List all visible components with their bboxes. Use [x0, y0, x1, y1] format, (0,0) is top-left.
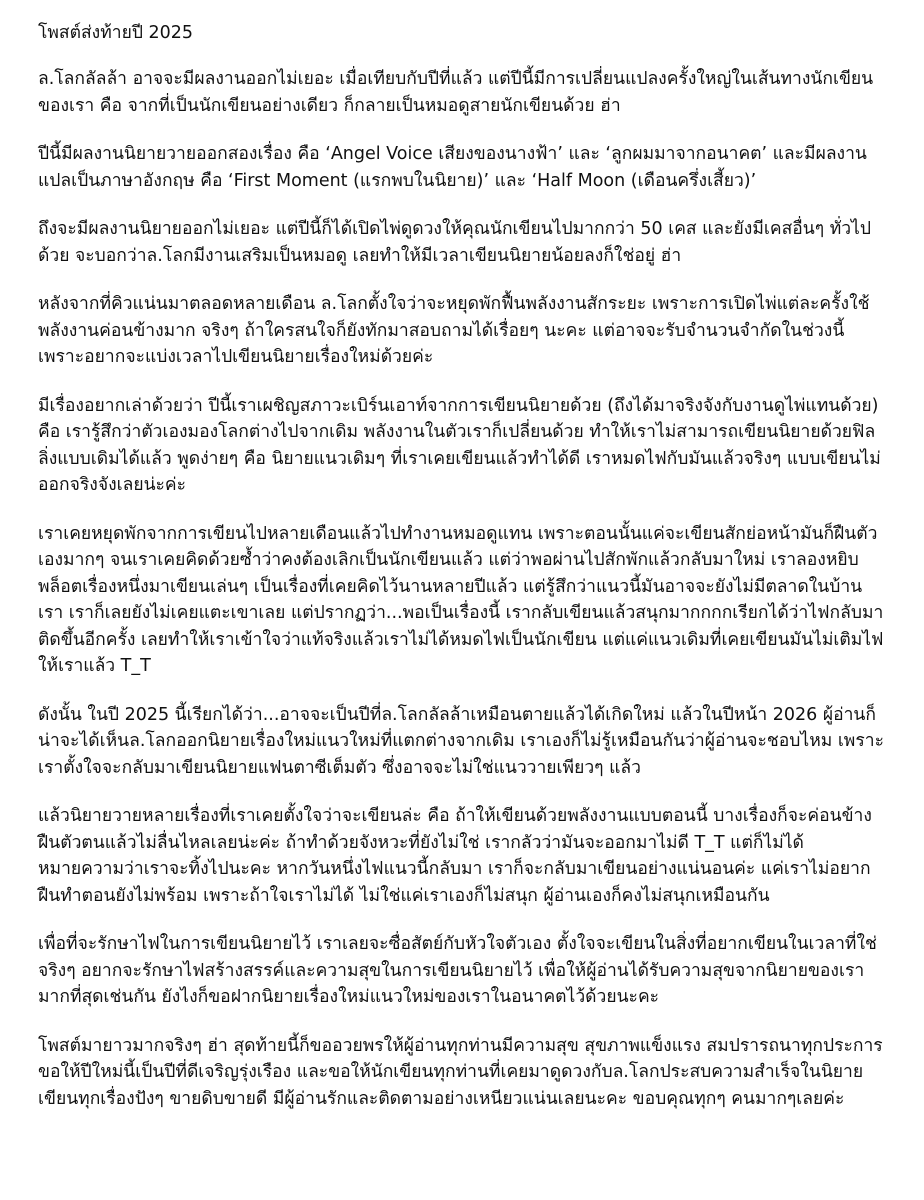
paragraph-6: เราเคยหยุดพักจากการเขียนไปหลายเดือนแล้วไปทำงานหมอดูแทน เพราะตอนนั้นแค่จะเขียนสักย่อหน้ามันก็ฝืนตัวเองมากๆ จนเราเคยคิดด้วยซ้ำว่าคงต้องเลิกเป็นนักเขียนแล้ว แต่ว่าพอผ่านไปสักพักแล้วกลับมาใหม่ เราลองหยิบพล็อตเรื่องหนึ่งมาเขียนเล่นๆ เป็นเรื่องที่เคยคิดไว้นานหลายปีแล้ว แต่รู้สึกว่าแนวนี้มันอาจจะยังไม่มีตลาดในบ้านเรา เราก็เลยยังไม่เคยแตะเขาเลย แต่ปรากฏว่า...พอเป็นเรื่องนี้ เรากลับเขียนแล้วสนุกมากกกกเรียกได้ว่าไฟกลับมาติดขึ้นอีกครั้ง เลยทำให้เราเข้าใจว่าแท้จริงแล้วเราไม่ได้หมดไฟเป็นนักเขียน แต่แค่แนวเดิมที่เคยเขียนมันไม่เติมไฟให้เราแล้ว T_T — [38, 523, 884, 676]
post-title: โพสต์ส่งท้ายปี 2025 — [38, 23, 194, 43]
paragraph-4: หลังจากที่คิวแน่นมาตลอดหลายเดือน ล.โลกตั้งใจว่าจะหยุดพักฟื้นพลังงานสักระยะ เพราะการเปิดไพ่แต่ละครั้งใช้พลังงานค่อนข้างมาก จริงๆ ถ้าใครสนใจก็ยังทักมาสอบถามได้เรื่อยๆ นะคะ แต่อาจจะรับจำนวนจำกัดในช่วงนี้ เพราะอยากจะแบ่งเวลาไปเขียนนิยายเรื่องใหม่ด้วยค่ะ — [38, 294, 870, 367]
paragraph-2: ปีนี้มีผลงานนิยายวายออกสองเรื่อง คือ ‘Angel Voice เสียงของนางฟ้า’ และ ‘ลูกผมมาจากอนาคต’ และมีผลงานแปลเป็นภาษาอังกฤษ คือ ‘First Moment (แรกพบในนิยาย)’ และ ‘Half Moon (เดือนครึ่งเสี้ยว)’ — [38, 144, 867, 191]
paragraph-5: มีเรื่องอยากเล่าด้วยว่า ปีนี้เราเผชิญสภาวะเบิร์นเอาท์จากการเขียนนิยายด้วย (ถึงได้มาจริงจังกับงานดูไพ่แทนด้วย) คือ เรารู้สึกว่าตัวเองมองโลกต่างไปจากเดิม พลังงานในตัวเราก็เปลี่ยนด้วย ทำให้เราไม่สามารถเขียนนิยายด้วยฟิลลิ่งแบบเดิมได้แล้ว พูดง่ายๆ คือ นิยายแนวเดิมๆ ที่เราเคยเขียนแล้วทำได้ดี เราหมดไฟกับมันแล้วจริงๆ แบบเขียนไม่ออกจริงจังเลยน่ะค่ะ — [38, 395, 881, 495]
paragraph-7: ดังนั้น ในปี 2025 นี้เรียกได้ว่า...อาจจะเป็นปีที่ล.โลกลัลล้าเหมือนตายแล้วได้เกิดใหม่ แล้วในปีหน้า 2026 ผู้อ่านก็น่าจะได้เห็นล.โลกออกนิยายเรื่องใหม่แนวใหม่ที่แตกต่างจากเดิม เราเองก็ไม่รู้เหมือนกันว่าผู้อ่านจะชอบไหม เพราะเราตั้งใจจะกลับมาเขียนนิยายแฟนตาซีเต็มตัว ซึ่งอาจจะไม่ใช่แนววายเพียวๆ แล้ว — [38, 704, 884, 778]
paragraph-9: เพื่อที่จะรักษาไฟในการเขียนนิยายไว้ เราเลยจะซื่อสัตย์กับหัวใจตัวเอง ตั้งใจจะเขียนในสิ่งที่อยากเขียนในเวลาที่ใช่จริงๆ อยากจะรักษาไฟสร้างสรรค์และความสุขในการเขียนนิยายไว้ เพื่อให้ผู้อ่านได้รับความสุขจากนิยายของเรามากที่สุดเช่นกัน ยังไงก็ขอฝากนิยายเรื่องใหม่แนวใหม่ของเราในอนาคตไว้ด้วยนะคะ — [38, 934, 877, 1007]
paragraph-1: ล.โลกลัลล้า อาจจะมีผลงานออกไม่เยอะ เมื่อเทียบกับปีที่แล้ว แต่ปีนี้มีการเปลี่ยนแปลงครั้งใหญ่ในเส้นทางนักเขียนของเรา คือ จากที่เป็นนักเขียนอย่างเดียว ก็กลายเป็นหมอดูสายนักเขียนด้วย ฮ่า — [38, 69, 874, 116]
paragraph-8: แล้วนิยายวายหลายเรื่องที่เราเคยตั้งใจว่าจะเขียนล่ะ คือ ถ้าให้เขียนด้วยพลังงานแบบตอนนี้ บางเรื่องก็จะค่อนข้างฝืนตัวตนแล้วไม่ลื่นไหลเลยน่ะค่ะ ถ้าทำด้วยจังหวะที่ยังไม่ใช่ เรากลัวว่ามันจะออกมาไม่ดี T_T แต่ก็ไม่ได้หมายความว่าเราจะทิ้งไปนะคะ หากวันหนึ่งไฟแนวนี้กลับมา เราก็จะกลับมาเขียนอย่างแน่นอนค่ะ แค่เราไม่อยากฝืนทำตอนยังไม่พร้อม เพราะถ้าใจเราไม่ได้ ไม่ใช่แค่เราเองก็ไม่สนุก ผู้อ่านเองก็คงไม่สนุกเหมือนกัน — [38, 806, 872, 906]
paragraph-10: โพสต์มายาวมากจริงๆ ฮ่า สุดท้ายนี้ก็ขออวยพรให้ผู้อ่านทุกท่านมีความสุข สุขภาพแข็งแรง สมปรารถนาทุกประการ ขอให้ปีใหม่นี้เป็นปีที่ดีเจริญรุ่งเรือง และขอให้นักเขียนทุกท่านที่เคยมาดูดวงกับล.โลกประสบความสำเร็จในนิยาย เขียนทุกเรื่องปังๆ ขายดิบขายดี มีผู้อ่านรักและติดตามอย่างเหนียวแน่นเลยนะคะ ขอบคุณทุกๆ คนมากๆเลยค่ะ — [38, 1035, 883, 1109]
paragraph-3: ถึงจะมีผลงานนิยายออกไม่เยอะ แต่ปีนี้ก็ได้เปิดไพ่ดูดวงให้คุณนักเขียนไปมากกว่า 50 เคส และยังมีเคสอื่นๆ ทั่วไปด้วย จะบอกว่าล.โลกมีงานเสริมเป็นหมอดู เลยทำให้มีเวลาเขียนนิยายน้อยลงก็ใช่อยู่ ฮ่า — [38, 219, 871, 266]
